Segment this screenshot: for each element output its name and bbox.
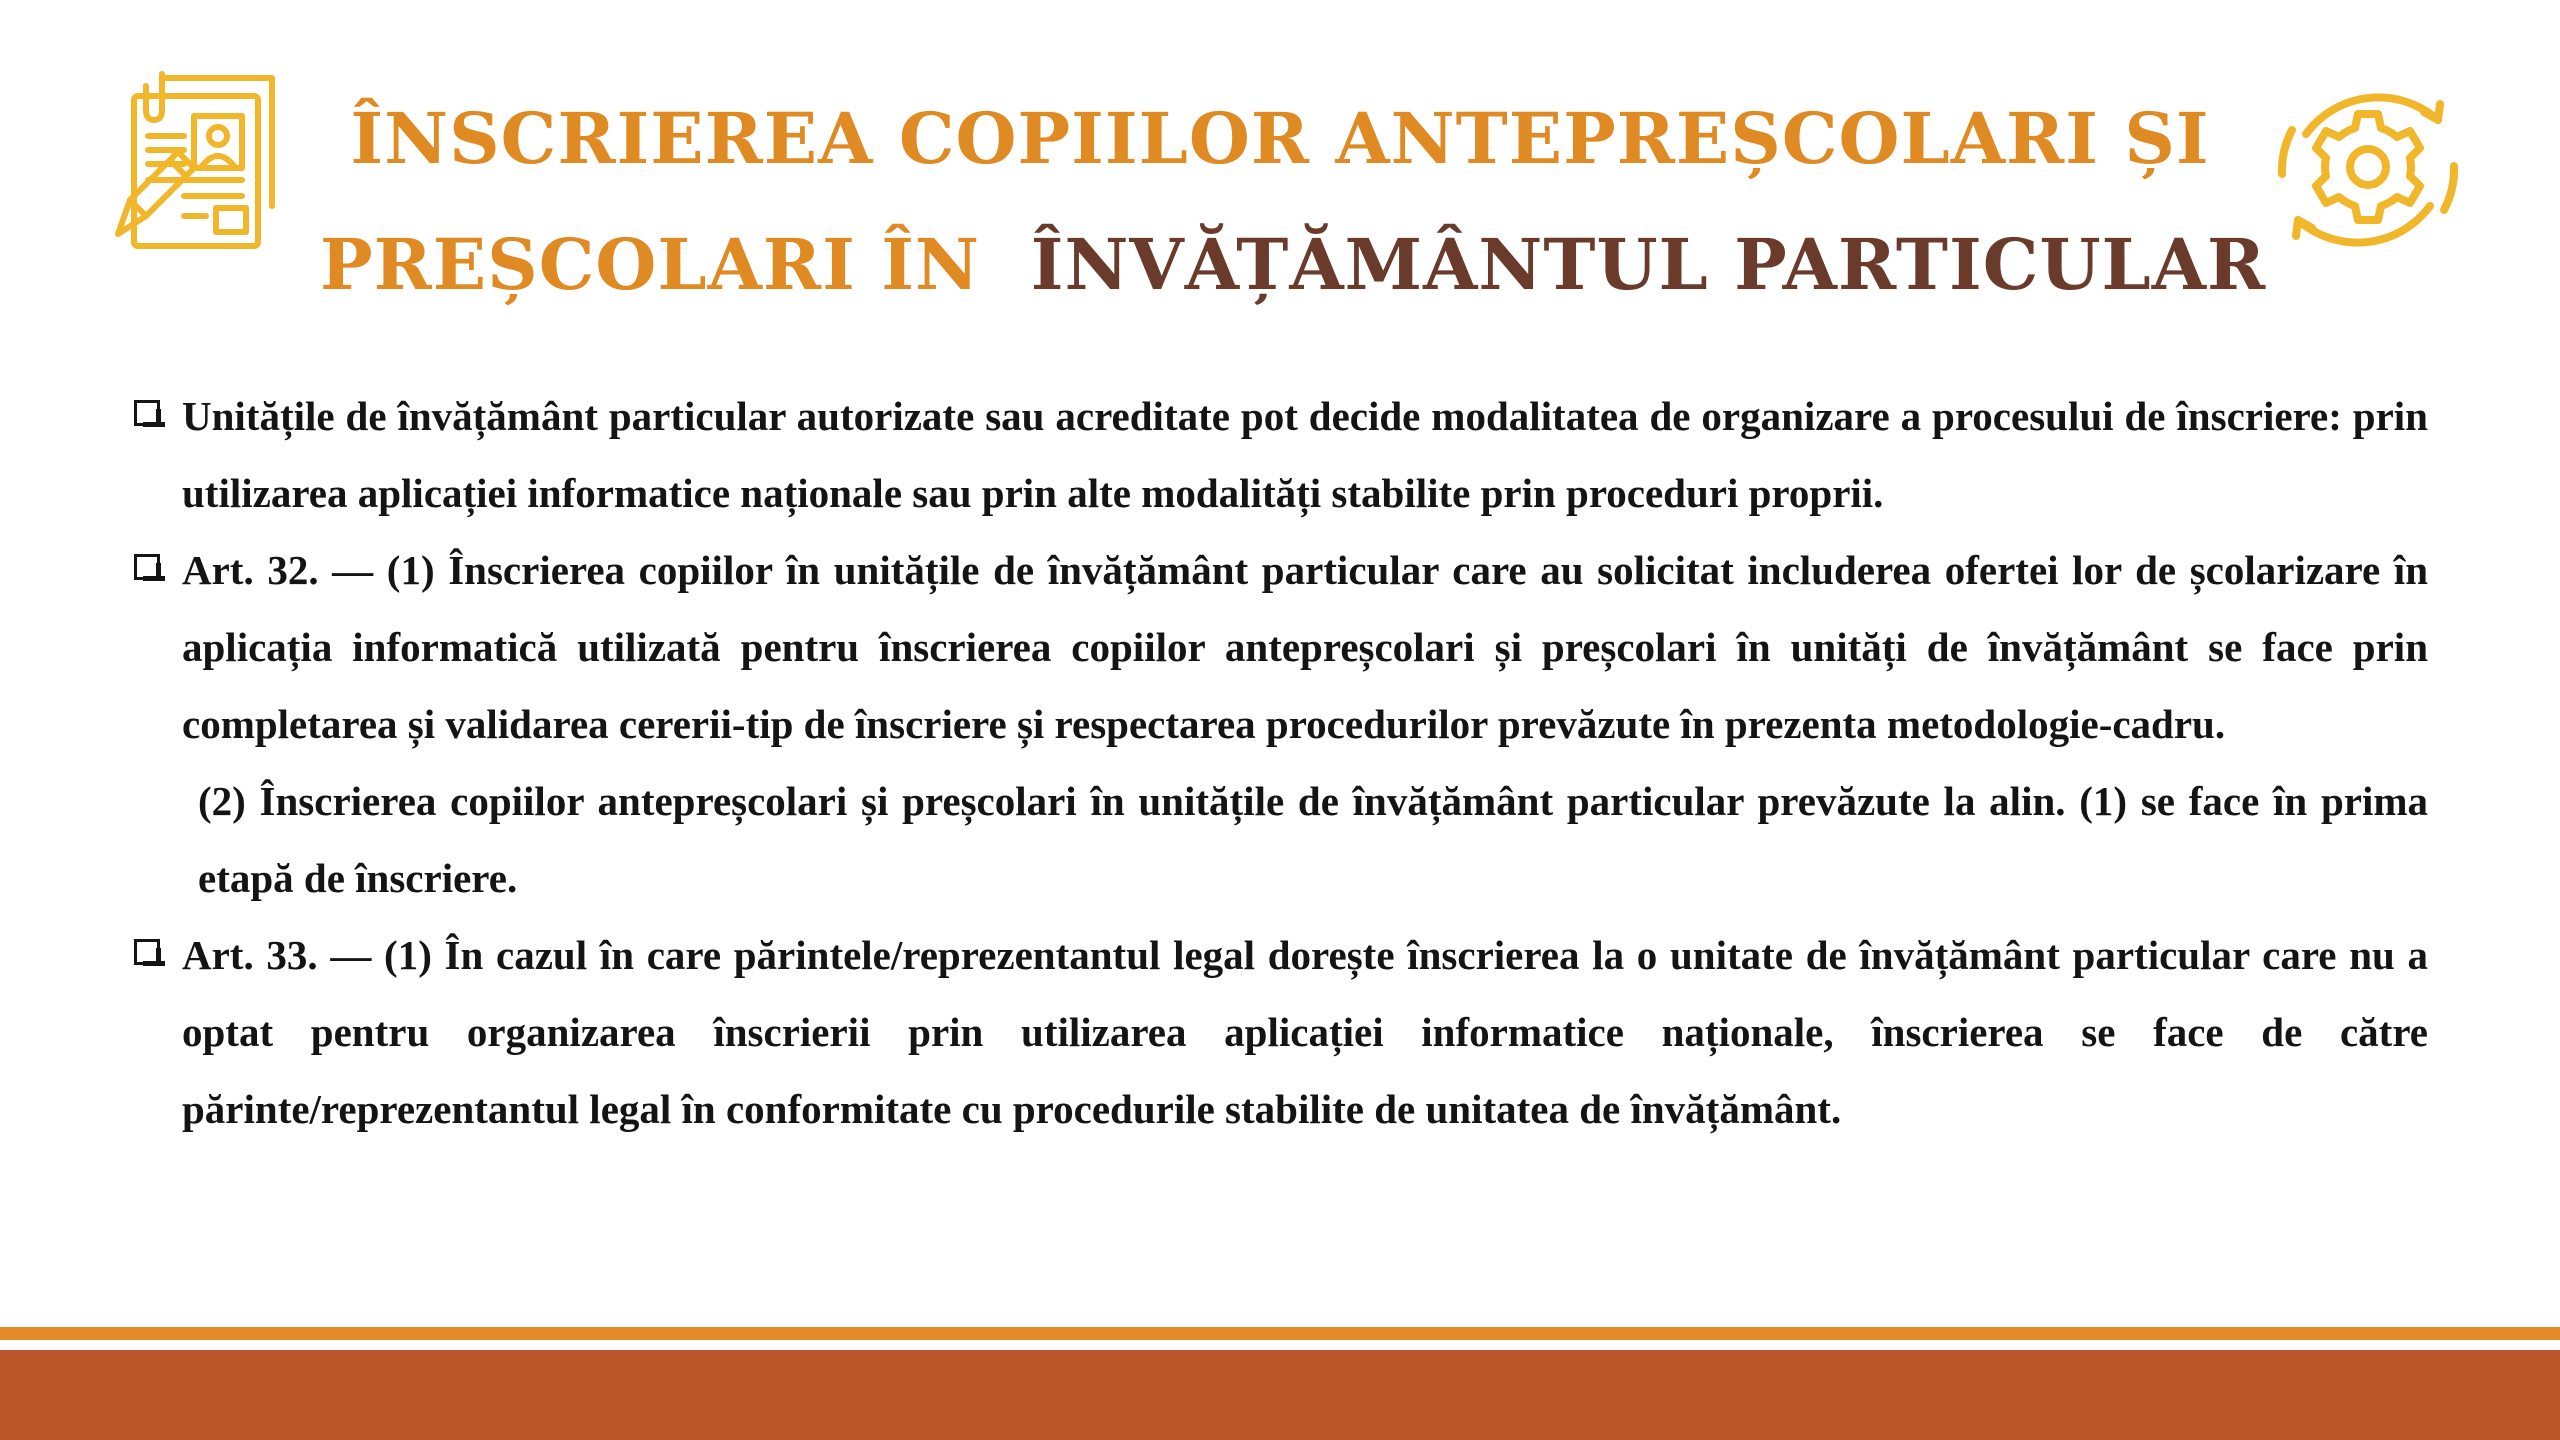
title-line-2-orange: PREȘCOLARI ÎN: [320, 223, 980, 306]
title-line-2-brown: ÎNVĂȚĂMÂNTUL PARTICULAR: [1030, 223, 2267, 306]
paragraph-text: Art. 32. — (1) Înscrierea copiilor în unitățile de învățământ particular care au solicitat includerea ofertei lor de școlarizare în aplicația informatică utilizată pentru înscrierea copiilor antepreșcolari și preșcolari în unități de învățământ se face prin completarea și validarea cererii-tip de înscriere și respectarea procedurilor prevăzute în prezenta metodologie-cadru.: [182, 547, 2428, 747]
paragraph-intro: [132, 378, 2428, 532]
paragraph-text: Unitățile de învățământ particular autorizate sau acreditate pot decide modalitatea de organizare a procesului de înscriere: prin utilizarea aplicației informatice naționale sau prin alte modalități stabilite prin proceduri proprii.: [182, 393, 2428, 516]
checkbox-bullet-icon: [134, 400, 160, 426]
document-form-icon: [100, 66, 290, 256]
footer-accent-line: [0, 1327, 2560, 1340]
content: [132, 378, 2428, 1148]
title-line-1: ÎNSCRIEREA COPIILOR ANTEPREȘCOLARI ȘI: [350, 97, 2210, 180]
gear-refresh-icon: [2262, 64, 2474, 276]
paragraph-art-32: [132, 532, 2428, 763]
paragraph-text: Art. 33. — (1) În cazul în care părintele/reprezentantul legal dorește înscrierea la o unitate de învățământ particular care nu a optat pentru organizarea înscrierii prin utilizarea aplicației informatice naționale, înscrierea se face de către părinte/reprezentantul legal în conformitate cu procedurile stabilite de unitatea de învățământ.: [182, 932, 2428, 1132]
page-title: [320, 76, 2267, 328]
footer-bar: [0, 1350, 2560, 1440]
paragraph-art-33: [132, 917, 2428, 1148]
paragraph-art-32-alin-2: [132, 763, 2428, 917]
title-line-2: [320, 202, 2267, 328]
checkbox-bullet-icon: [134, 554, 160, 580]
checkbox-bullet-icon: [134, 939, 160, 965]
paragraph-text: (2) Înscrierea copiilor antepreșcolari și preșcolari în unitățile de învățământ particular prevăzute la alin. (1) se face în prima etapă de înscriere.: [198, 778, 2428, 901]
